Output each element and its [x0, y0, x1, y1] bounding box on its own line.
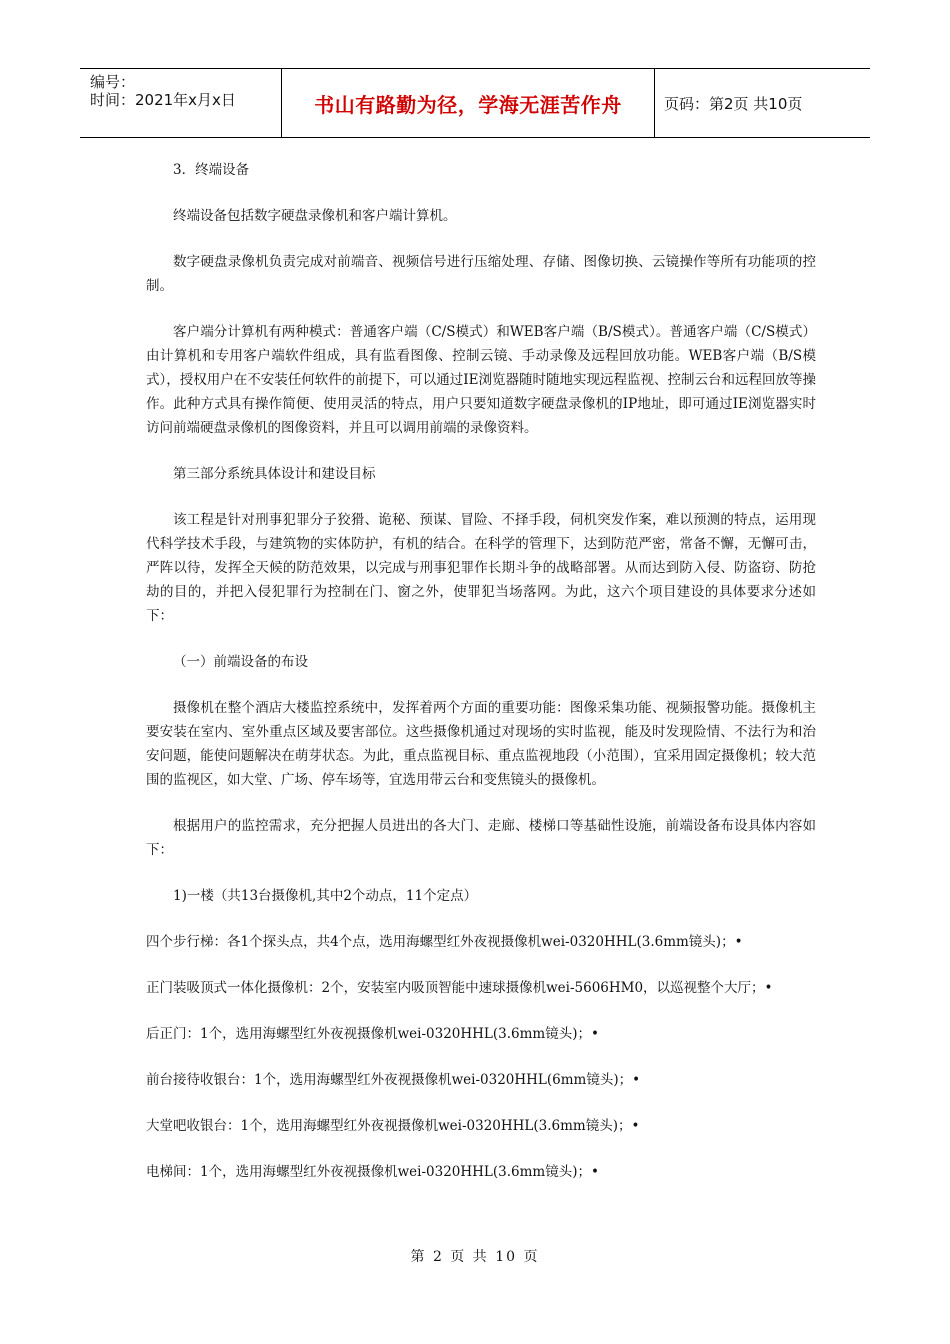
page-footer: 第 2 页 共 10 页 [410, 1249, 540, 1265]
header-page-info: 页码：第2页 共10页 [664, 95, 803, 113]
header-motto-cell [282, 69, 655, 137]
body-paragraph: 摄像机在整个酒店大楼监控系统中，发挥着两个方面的重要功能：图像采集功能、视频报警功能。摄像机主要安装在室内、室外重点区域及要害部位。这些摄像机通过对现场的实时监视，能及时发现险情、不法行为和治安问题，能使问题解决在萌芽状态。为此，重点监视目标、重点监视地段（小范围），宜采用固定摄像机；较大范围的监视区，如大堂、广场、停车场等，宜选用带云台和变焦镜头的摄像机。 [146, 700, 816, 788]
body-paragraph: 数字硬盘录像机负责完成对前端音、视频信号进行压缩处理、存储、图像切换、云镜操作等所有功能项的控制。 [146, 254, 816, 294]
body-paragraph: 终端设备包括数字硬盘录像机和客户端计算机。 [173, 208, 457, 224]
header-motto: 书山有路勤为径，学海无涯苦作舟 [314, 92, 622, 117]
page-header [80, 68, 870, 138]
list-item: 后正门：1个，选用海螺型红外夜视摄像机wei-0320HHL(3.6mm镜头)；• [146, 1026, 599, 1042]
body-paragraph: 该工程是针对刑事犯罪分子狡猾、诡秘、预谋、冒险、不择手段，伺机突发作案，难以预测的特点，运用现代科学技术手段，与建筑物的实体防护，有机的结合。在科学的管理下，达到防范严密，常备不懈，无懈可击，严阵以待，发挥全天候的防范效果，以完成与刑事犯罪作长期斗争的战略部署。从而达到防入侵、防盗窃、防抢劫的目的，并把入侵犯罪行为控制在门、窗之外，使罪犯当场落网。为此，这六个项目建设的具体要求分述如下： [146, 512, 816, 624]
document-number-label: 编号： [90, 73, 136, 91]
body-paragraph: 客户端分计算机有两种模式：普通客户端（C/S模式）和WEB客户端（B/S模式）。普通客户端（C/S模式）由计算机和专用客户端软件组成，具有监看图像、控制云镜、手动录像及远程回放功能。WEB客户端（B/S模式），授权用户在不安装任何软件的前提下，可以通过IE浏览器随时随地实现远程监视、控制云台和远程回放等操作。此种方式具有操作简便、使用灵活的特点，用户只要知道数字硬盘录像机的IP地址，即可通过IE浏览器实时访问前端硬盘录像机的图像资料，并且可以调用前端的录像资料。 [146, 324, 816, 436]
list-item: 四个步行梯：各1个探头点，共4个点，选用海螺型红外夜视摄像机wei-0320HHL(3.6mm镜头)；• [146, 934, 743, 950]
list-item: 正门装吸顶式一体化摄像机：2个，安装室内吸顶智能中速球摄像机wei-5606HM0，以巡视整个大厅；• [146, 980, 773, 996]
body-paragraph: 根据用户的监控需求，充分把握人员进出的各大门、走廊、楼梯口等基础性设施，前端设备布设具体内容如下： [146, 818, 816, 858]
list-item: 电梯间：1个，选用海螺型红外夜视摄像机wei-0320HHL(3.6mm镜头)；• [146, 1164, 599, 1180]
section-heading: 第三部分系统具体设计和建设目标 [173, 466, 376, 482]
document-body [146, 158, 816, 1206]
document-date: 时间：2021年x月x日 [90, 91, 236, 109]
list-item: 大堂吧收银台：1个，选用海螺型红外夜视摄像机wei-0320HHL(3.6mm镜头)；• [146, 1118, 640, 1134]
list-item: 前台接待收银台：1个，选用海螺型红外夜视摄像机wei-0320HHL(6mm镜头)；• [146, 1072, 641, 1088]
section-heading: 3．终端设备 [173, 162, 250, 178]
header-meta [80, 69, 282, 137]
list-heading: 1)一楼（共13台摄像机,其中2个动点，11个定点） [173, 888, 478, 904]
subsection-heading: （一）前端设备的布设 [173, 654, 308, 670]
